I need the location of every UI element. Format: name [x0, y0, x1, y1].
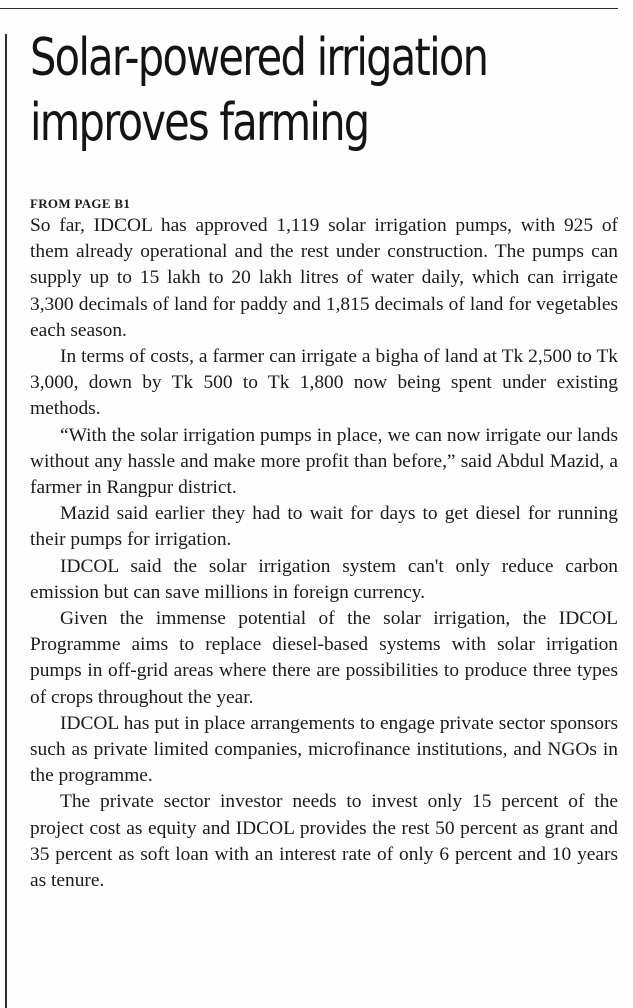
headline	[30, 26, 510, 156]
paragraph-1: So far, IDCOL has approved 1,119 solar irrigation pumps, with 925 of them already operational and the rest under construction. The pumps can supply up to 15 lakh to 20 lakh litres of water daily, which can irrigate 3,300 decimals of land for paddy and 1,815 decimals of land for vegetables each season.	[30, 215, 618, 341]
article-body	[30, 213, 618, 894]
paragraph-8: The private sector investor needs to invest only 15 percent of the project cost as equity and IDCOL provides the rest 50 percent as grant and 35 percent as soft loan with an interest rate of only 6 percent and 10 years as tenure.	[30, 791, 618, 892]
paragraph-3: “With the solar irrigation pumps in place, we can now irrigate our lands without any hassle and make more profit than before,” said Abdul Mazid, a farmer in Rangpur district.	[30, 424, 618, 499]
paragraph-4: Mazid said earlier they had to wait for days to get diesel for running their pumps for irrigation.	[30, 503, 618, 551]
top-rule	[0, 8, 618, 9]
headline-line-1: Solar-powered irrigation	[30, 28, 488, 88]
paragraph-2: In terms of costs, a farmer can irrigate a bigha of land at Tk 2,500 to Tk 3,000, down by Tk 500 to Tk 1,800 now being spent under existing methods.	[30, 346, 618, 420]
paragraph-5: IDCOL said the solar irrigation system can't only reduce carbon emission but can save millions in foreign currency.	[30, 555, 618, 603]
kicker-from-page: FROM PAGE B1	[30, 196, 131, 211]
column-rule	[5, 34, 7, 1008]
paragraph-7: IDCOL has put in place arrangements to engage private sector sponsors such as private limited companies, microfinance institutions, and NGOs in the programme.	[30, 712, 618, 787]
paragraph-6: Given the immense potential of the solar irrigation, the IDCOL Programme aims to replace diesel-based systems with solar irrigation pumps in off-grid areas where there are possibilities to produce three types of crops throughout the year.	[30, 608, 618, 708]
headline-line-2: improves farming	[30, 93, 369, 153]
